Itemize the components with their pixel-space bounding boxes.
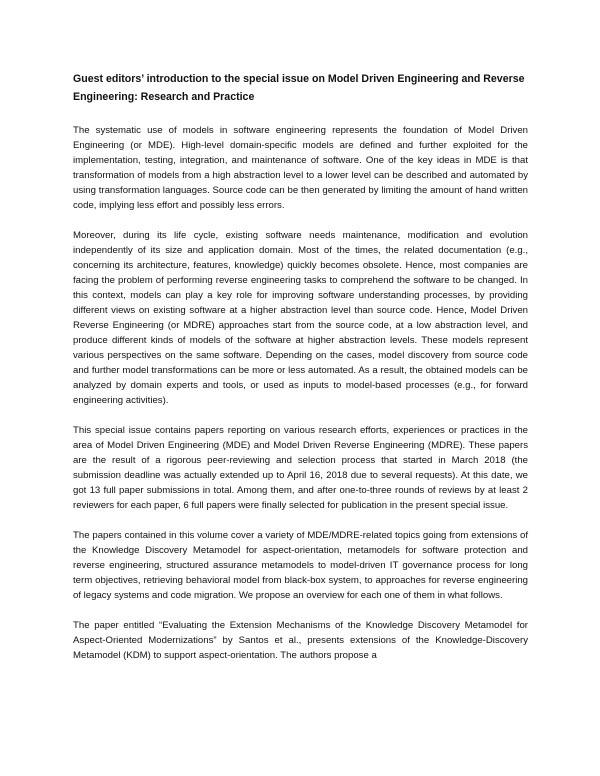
paragraph-mdre: Moreover, during its life cycle, existing software needs maintenance, modification and evolution independently of its size and application domain. Most of the times, the related documentation (e.g., concerning its architecture, features, knowledge) quickly becomes obsolete. Hence, most companies are facing the problem of performing reverse engineering tasks to comprehend the software to be changed. In this context, models can play a key role for improving software understanding processes, by providing different views on existing software at a higher abstraction level than source code. Hence, Model Driven Reverse Engineering (or MDRE) approaches start from the source code, at a low abstraction level, and produce different kinds of models of the software at higher abstraction levels. These models represent various perspectives on the same software. Depending on the cases, model discovery from source code and further model transformations can be more or less automated. As a result, the obtained models can be analyzed by domain experts and tools, or used as inputs to model-based processes (e.g., for forward engineering activities). xyxy=(73,230,528,406)
paragraph-special-issue: This special issue contains papers reporting on various research efforts, experiences or practices in the area of Model Driven Engineering (MDE) and Model Driven Reverse Engineering (MDRE). These papers are the result of a rigorous peer-reviewing and selection process that started in March 2018 (the submission deadline was actually extended up to April 16, 2018 due to several requests). At this date, we got 13 full paper submissions in total. Among them, and after one-to-three rounds of reviews by at least 2 reviewers for each paper, 6 full papers were finally selected for publication in the present special issue. xyxy=(73,425,528,511)
article-body xyxy=(73,70,528,663)
paragraph-first-paper: The paper entitled “Evaluating the Extension Mechanisms of the Knowledge Discovery Metamodel for Aspect-Oriented Modernizations” by Santos et al., presents extensions of the Knowledge-Discovery Metamodel (KDM) to support aspect-orientation. The authors propose a xyxy=(73,620,528,661)
paragraph-topics: The papers contained in this volume cover a variety of MDE/MDRE-related topics going from extensions of the Knowledge Discovery Metamodel for aspect-orientation, metamodels for software protection and reverse engineering, structured assurance metamodels to model-driven IT governance process for long term objectives, retrieving behavioral model from black-box system, to approaches for reverse engineering of legacy systems and code migration. We propose an overview for each one of them in what follows. xyxy=(73,530,528,601)
article-title: Guest editors’ introduction to the special issue on Model Driven Engineering and Reverse Engineering: Research and Practice xyxy=(73,73,525,103)
paragraph-mde-intro: The systematic use of models in software engineering represents the foundation of Model Driven Engineering (or MDE). High-level domain-specific models are defined and further exploited for the implementation, testing, integration, and maintenance of software. One of the key ideas in MDE is that transformation of models from a high abstraction level to a lower level can be described and automated by using transformation languages. Source code can be then generated by limiting the amount of hand written code, implying less effort and possibly less errors. xyxy=(73,125,528,211)
